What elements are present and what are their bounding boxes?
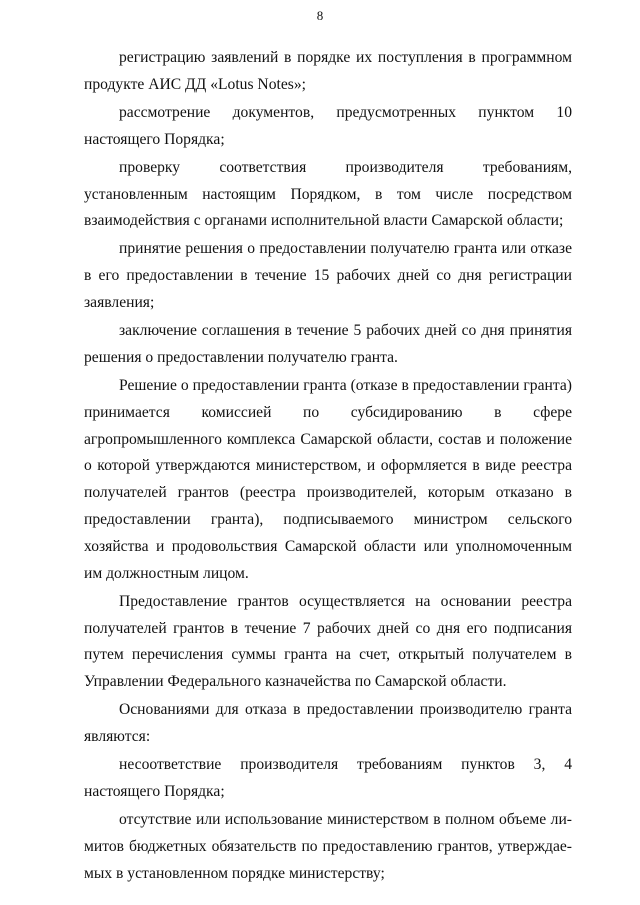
paragraph: Решение о предоставлении гранта (отказе в предоставлении гранта) принимается комиссией по субсидированию в сфере агропромышленного комплекса Самарской области, состав и положение о которой утверждаются министерством, и оформляется в виде реестра получателей грантов (реестра производителей, которым отказано в предоставлении гранта), подписываемого министром сельского хозяйства и продовольствия Самарской области или уполномоченным им должностным лицом. [84, 377, 572, 582]
paragraph: рассмотрение документов, предусмотренных пунктом 10 настоящего Порядка; [84, 103, 572, 148]
paragraph: несоответствие производителя требованиям пунктов 3, 4 настоящего Порядка; [84, 756, 572, 800]
paragraph: принятие решения о предоставлении получателю гранта или отказе в его предоставлении в течение 15 рабочих дней со дня регистрации заявления; [84, 240, 572, 312]
paragraph: проверку соответствия производителя требованиям, установленным настоящим Порядком, в том числе посредством взаимодействия с органами исполнительной власти Самарской области; [84, 158, 572, 230]
paragraph: отсутствие или использование министерством в полном объеме лимитов бюджетных обязательств по предоставлению грантов, утверждаемых в установленном порядке министерству; [84, 810, 572, 882]
document-body [84, 45, 572, 889]
page-number: 8 [316, 8, 324, 23]
paragraph: заключение соглашения в течение 5 рабочих дней со дня принятия решения о предоставлении получателю гранта. [84, 322, 572, 366]
paragraph: Основаниями для отказа в предоставлении производителю гранта являются: [84, 701, 572, 745]
paragraph: Предоставление грантов осуществляется на основании реестра получателей грантов в течение 7 рабочих дней со дня его подписания путем перечисления суммы гранта на счет, открытый получателем в Управлении Федерального казначейства по Самарской области. [84, 592, 572, 691]
paragraph: регистрацию заявлений в порядке их поступления в программном продукте АИС ДД «Lotus Notes»; [84, 49, 572, 93]
